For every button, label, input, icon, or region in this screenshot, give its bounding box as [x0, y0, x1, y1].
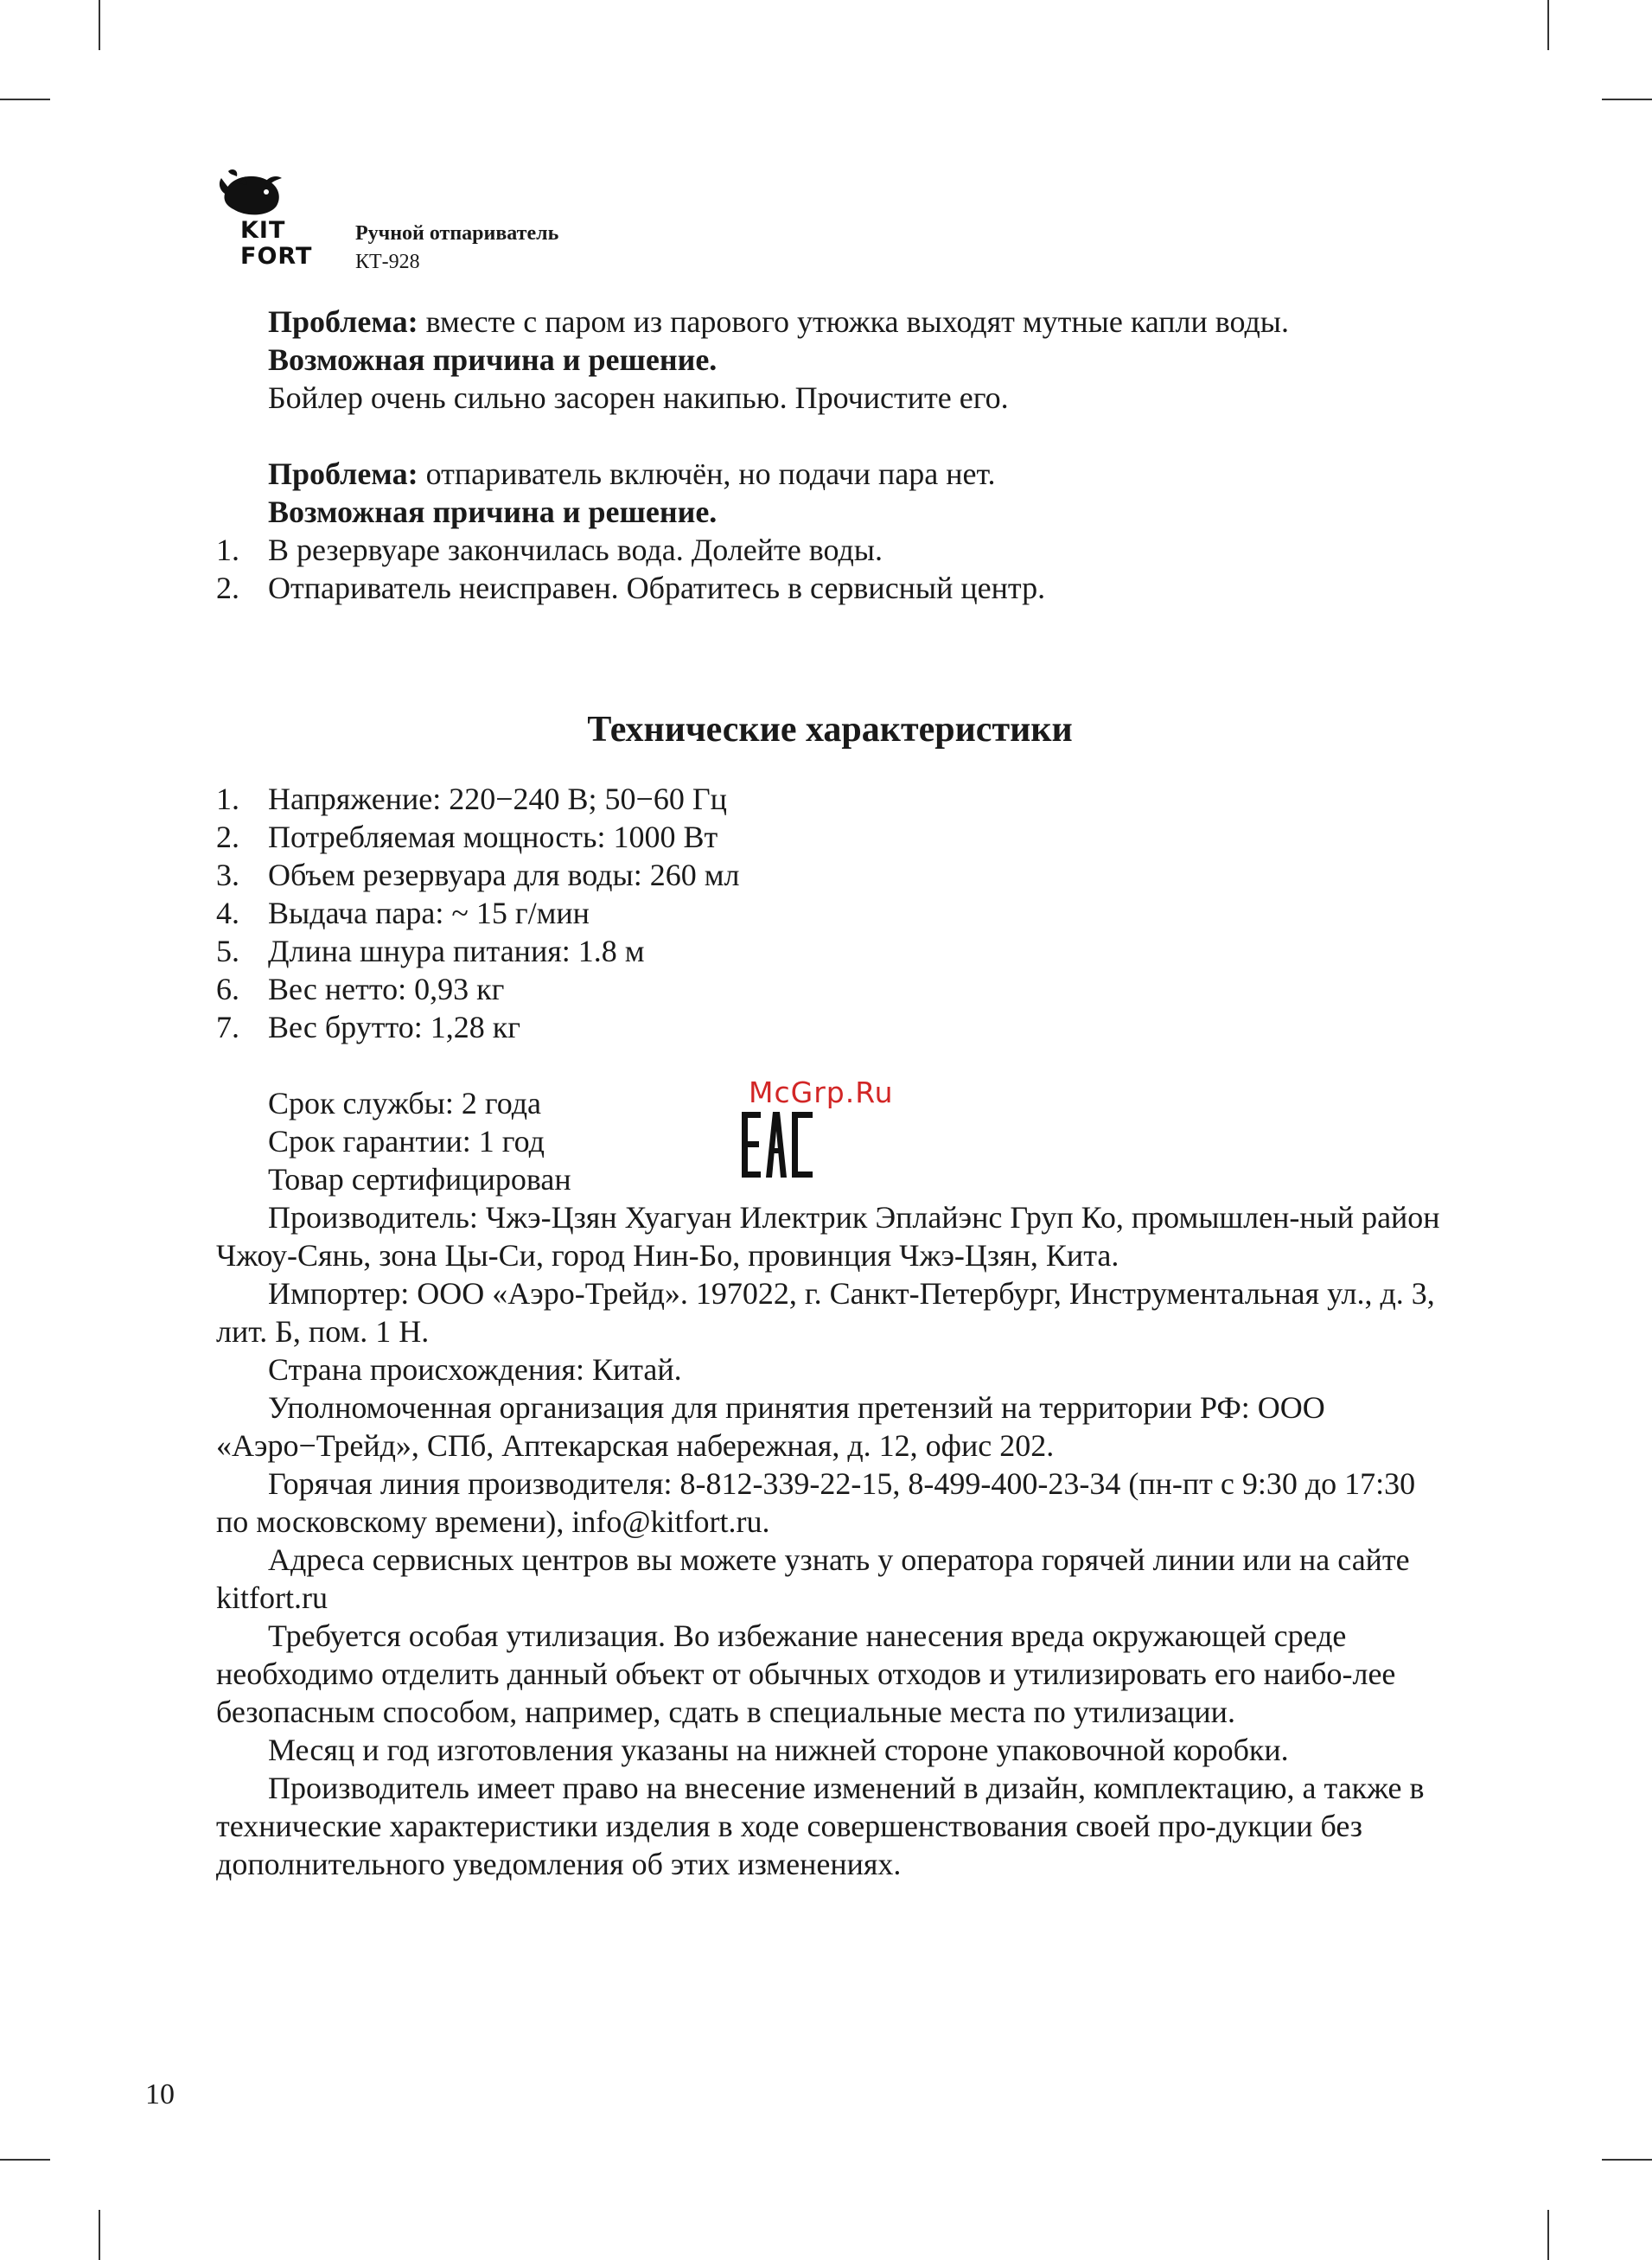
list-text: Вес нетто: 0,93 кг: [268, 972, 505, 1006]
brand-line-2: FORT: [240, 243, 313, 270]
list-number: 3.: [216, 858, 239, 892]
crop-mark: [1602, 2159, 1652, 2161]
eac-mark-icon: [742, 1110, 814, 1179]
manufacturer-info: Производитель: Чжэ-Цзян Хуагуан Илектрик Эплайэнс Груп Ко, промышлен-ный район Чжоу-Сянь, зона Цы-Си, город Нин-Бо, провинция Чжэ-Цзян, Кита.: [216, 1200, 1440, 1273]
hotline-info: Горячая линия производителя: 8-812-339-22-15, 8-499-400-23-34 (пн-пт с 9:30 до 17:30 по московскому времени), info@kitfort.ru.: [216, 1466, 1416, 1539]
troubleshooting-item: [216, 303, 1444, 417]
spec-item: [216, 856, 1444, 894]
problem-label: Проблема:: [268, 456, 418, 491]
changes-notice: Производитель имеет право на внесение изменений в дизайн, комплектацию, а также в технические характеристики изделия в ходе совершенствования своей про-дукции без дополнительного уведомления об этих изменениях.: [216, 1771, 1425, 1881]
certified-note: Товар сертифицирован: [268, 1162, 571, 1197]
list-number: 2.: [216, 571, 239, 605]
crop-mark: [0, 99, 50, 100]
list-text: Объем резервуара для воды: 260 мл: [268, 858, 740, 892]
specs-list: [216, 780, 1444, 1046]
authorized-organization: Уполномоченная организация для принятия претензий на территории РФ: ООО «Аэро−Трейд», СПб, Аптекарская набережная, д. 12, офис 202.: [216, 1390, 1325, 1463]
brand-text: [240, 218, 312, 270]
problem-line: [216, 303, 1444, 341]
spec-item: [216, 818, 1444, 856]
certification-block: [216, 1076, 1444, 1198]
list-number: 2.: [216, 820, 239, 854]
crop-mark: [1547, 0, 1549, 50]
troubleshooting-item: [216, 455, 1444, 607]
crop-mark: [0, 2159, 50, 2161]
spec-item: [216, 1008, 1444, 1046]
list-text: Вес брутто: 1,28 кг: [268, 1010, 520, 1044]
solution-text: Бойлер очень сильно засорен накипью. Прочистите его.: [268, 380, 1009, 415]
list-item: [216, 531, 1444, 569]
cause-label: Возможная причина и решение.: [268, 342, 718, 377]
spec-item: [216, 970, 1444, 1008]
kitfort-logo: [214, 164, 327, 277]
problem-label: Проблема:: [268, 304, 418, 339]
main-content: [216, 303, 1444, 1883]
spec-item: [216, 780, 1444, 818]
list-text: Потребляемая мощность: 1000 Вт: [268, 820, 718, 854]
list-number: 1.: [216, 782, 239, 816]
list-number: 4.: [216, 896, 239, 930]
problem-line: [216, 455, 1444, 493]
list-text: Выдача пара: ~ 15 г/мин: [268, 896, 590, 930]
list-number: 7.: [216, 1010, 239, 1044]
problem-text: отпариватель включён, но подачи пара нет.: [418, 456, 996, 491]
spec-item: [216, 932, 1444, 970]
country-of-origin: Страна происхождения: Китай.: [268, 1352, 682, 1387]
product-model: КТ-928: [355, 251, 420, 273]
list-text: Напряжение: 220−240 В; 50−60 Гц: [268, 782, 727, 816]
specs-heading: Технические характеристики: [587, 710, 1073, 750]
crop-mark: [1602, 99, 1652, 100]
crop-mark: [99, 0, 100, 50]
list-text: Длина шнура питания: 1.8 м: [268, 934, 645, 968]
service-centers-info: Адреса сервисных центров вы можете узнать у оператора горячей линии или на сайте kitfort.ru: [216, 1542, 1410, 1615]
problem-text: вместе с паром из парового утюжка выходят мутные капли воды.: [418, 304, 1289, 339]
list-number: 1.: [216, 533, 239, 567]
document-title: [355, 220, 558, 277]
page-number: 10: [145, 2078, 175, 2110]
brand-line-1: KIT: [240, 217, 286, 244]
list-text: В резервуаре закончилась вода. Долейте воды.: [268, 533, 883, 567]
production-date-info: Месяц и год изготовления указаны на нижней стороне упаковочной коробки.: [268, 1733, 1289, 1767]
service-life: Срок службы: 2 года: [268, 1086, 542, 1120]
list-text: Отпариватель неисправен. Обратитесь в сервисный центр.: [268, 571, 1046, 605]
list-item: [216, 569, 1444, 607]
whale-logo-icon: [216, 168, 285, 221]
importer-info: Импортер: ООО «Аэро-Трейд». 197022, г. Санкт-Петербург, Инструментальная ул., д. 3, лит. Б, пом. 1 Н.: [216, 1276, 1435, 1349]
product-name: Ручной отпариватель: [355, 222, 559, 245]
warranty-period: Срок гарантии: 1 год: [268, 1124, 545, 1159]
disposal-info: Требуется особая утилизация. Во избежание нанесения вреда окружающей среде необходимо отделить данный объект от обычных отходов и утилизировать его наибо-лее безопасным способом, например, сдать в специальные места по утилизации.: [216, 1618, 1396, 1729]
list-number: 6.: [216, 972, 239, 1006]
spec-item: [216, 894, 1444, 932]
watermark-text: McGrp.Ru: [749, 1076, 894, 1109]
crop-mark: [1547, 2210, 1549, 2260]
solution-list: [216, 531, 1444, 607]
cause-label: Возможная причина и решение.: [268, 495, 718, 529]
list-number: 5.: [216, 934, 239, 968]
crop-mark: [99, 2210, 100, 2260]
